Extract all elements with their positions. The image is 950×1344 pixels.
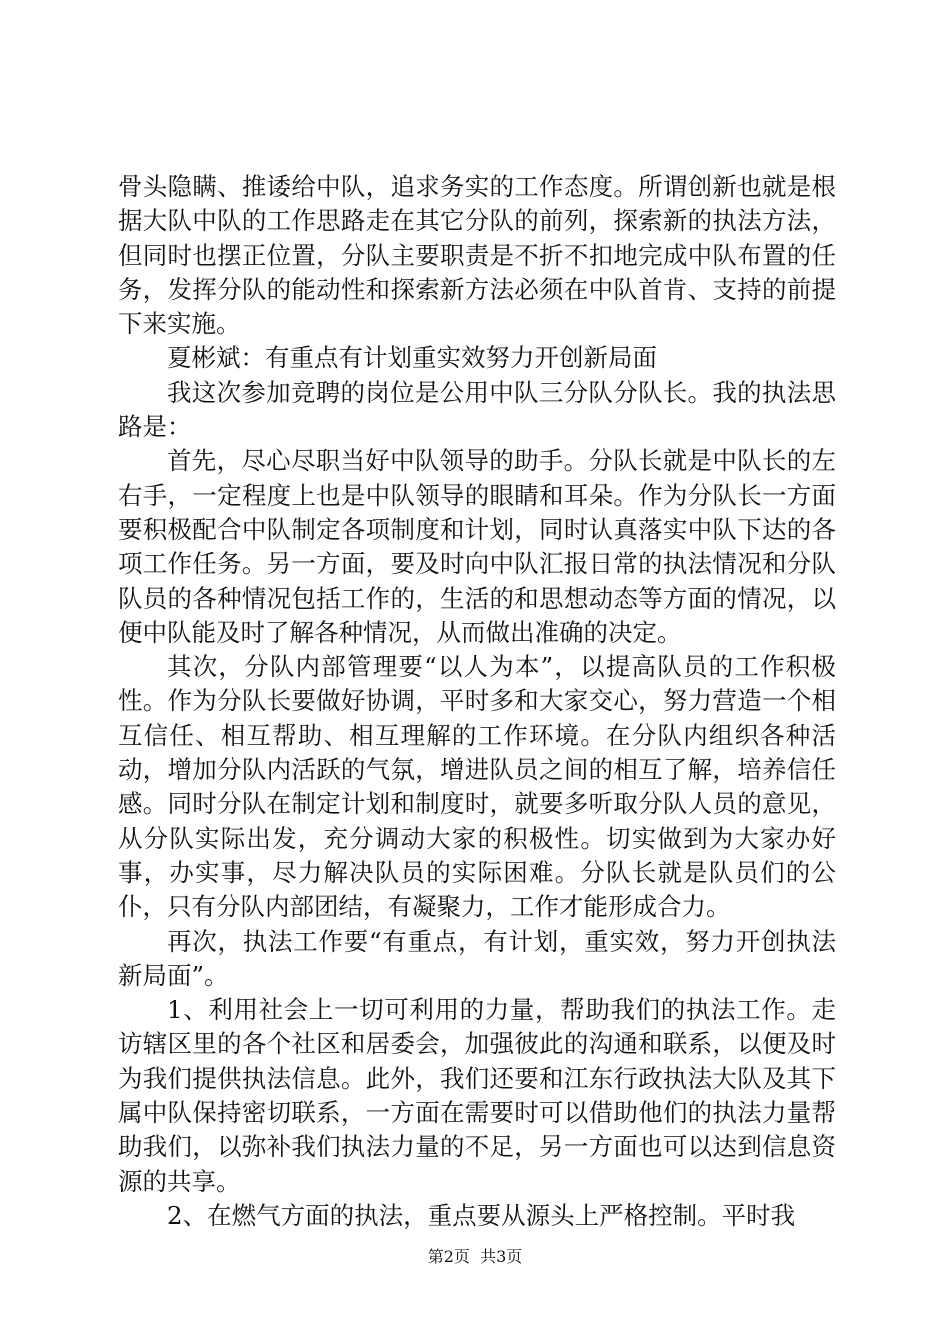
page-footer bbox=[0, 1244, 950, 1267]
list-item-2: 2、在燃气方面的执法，重点要从源头上严格控制。平时我 bbox=[167, 1200, 796, 1230]
paragraph-first-point: 首先，尽心尽职当好中队领导的助手。分队长就是中队长的左右手，一定程度上也是中队领导的眼睛和耳朵。作为分队长一方面要积极配合中队制定各项制度和计划，同时认真落实中队下达的各项工作任务。另一方面，要及时向中队汇报日常的执法情况和分队队员的各种情况包括工作的，生活的和思想动态等方面的情况，以便中队能及时了解各种情况，从而做出准确的决定。 bbox=[118, 446, 836, 647]
section-heading: 夏彬斌：有重点有计划重实效努力开创新局面 bbox=[167, 343, 657, 373]
paragraph-second-point: 其次，分队内部管理要“以人为本”，以提高队员的工作积极性。作为分队长要做好协调，平时多和大家交心，努力营造一个相互信任、相互帮助、相互理解的工作环境。在分队内组织各种活动，增加分队内活跃的气氛，增进队员之间的相互了解，培养信任感。同时分队在制定计划和制度时，就要多听取分队人员的意见，从分队实际出发，充分调动大家的积极性。切实做到为大家办好事，办实事，尽力解决队员的实际困难。分队长就是队员们的公仆，只有分队内部团结，有凝聚力，工作才能形成合力。 bbox=[118, 652, 836, 922]
paragraph-1: 骨头隐瞒、推诿给中队，追求务实的工作态度。所谓创新也就是根据大队中队的工作思路走在其它分队的前列，探索新的执法方法，但同时也摆正位置，分队主要职责是不折不扣地完成中队布置的任务，发挥分队的能动性和探索新方法必须在中队首肯、支持的前提下来实施。 bbox=[118, 172, 836, 339]
paragraph-third-point: 再次，执法工作要“有重点，有计划，重实效，努力开创执法新局面”。 bbox=[118, 926, 836, 990]
paragraph-intro: 我这次参加竞聘的岗位是公用中队三分队分队长。我的执法思路是： bbox=[118, 377, 836, 442]
list-item-1: 1、利用社会上一切可利用的力量，帮助我们的执法工作。走访辖区里的各个社区和居委会，加强彼此的沟通和联系，以便及时为我们提供执法信息。此外，我们还要和江东行政执法大队及其下属中队保持密切联系，一方面在需要时可以借助他们的执法力量帮助我们，以弥补我们执法力量的不足，另一方面也可以达到信息资源的共享。 bbox=[118, 995, 836, 1196]
document-body bbox=[118, 170, 836, 1233]
page-number: 第2页 共3页 bbox=[427, 1247, 523, 1266]
